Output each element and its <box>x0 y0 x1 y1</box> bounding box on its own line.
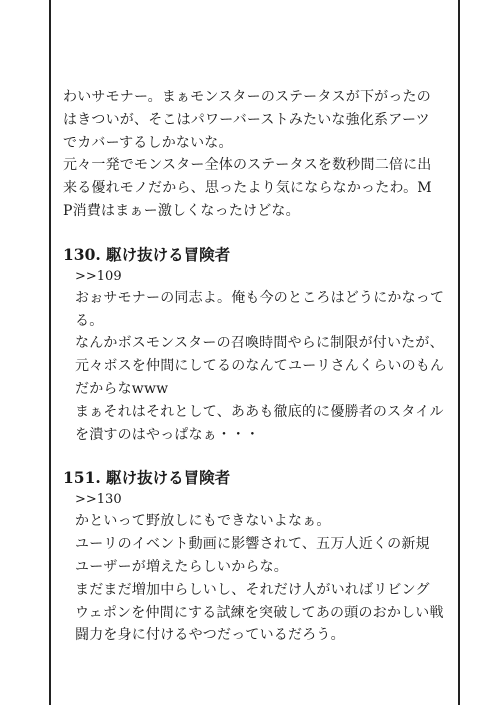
text-line: だからなwww <box>75 380 169 397</box>
text-line: 闘力を身に付けるやつだっているだろう。 <box>75 627 345 644</box>
text-line: まぁそれはそれとして、ああも徹底的に優勝者のスタイル <box>75 403 444 420</box>
text-line: 元々一発でモンスター全体のステータスを数秒間二倍に出 <box>63 157 432 174</box>
text-line: P消費はまぁー激しくなったけどな。 <box>63 202 300 219</box>
right-margin-rule <box>458 0 460 705</box>
text-line: る。 <box>75 312 104 329</box>
text-line: おぉサモナーの同志よ。俺も今のところはどうにかなって <box>75 289 445 306</box>
text-line: 元々ボスを仲間にしてるのなんてユーリさんくらいのもん <box>75 358 445 375</box>
left-margin-rule <box>49 0 51 705</box>
text-line: でカバーするしかないな。 <box>63 134 233 151</box>
post-header: 151. 駆け抜ける冒険者 <box>63 468 231 488</box>
text-line: なんかボスモンスターの召喚時間やらに制限が付いたが、 <box>75 335 444 352</box>
text-line: はきついが、そこはパワーバーストみたいな強化系アーツ <box>63 111 430 128</box>
text-line: わいサモナー。まぁモンスターのステータスが下がったの <box>63 89 431 105</box>
text-line: かといって野放しにもできないよなぁ。 <box>75 513 331 530</box>
post-header: 130. 駆け抜ける冒険者 <box>63 244 231 264</box>
reply-reference: >>130 <box>75 492 122 508</box>
text-line: ユーリのイベント動画に影響されて、五万人近くの新規 <box>75 536 430 553</box>
reply-reference: >>109 <box>75 268 122 284</box>
intro-paragraph <box>63 86 457 223</box>
text-line: ユーザーが増えたらしいからな。 <box>75 558 288 575</box>
forum-post-151 <box>63 466 457 647</box>
text-line: ウェポンを仲間にする試練を突破してあの頭のおかしい戦 <box>75 604 444 621</box>
text-line: を潰すのはやっぱなぁ・・・ <box>75 426 260 443</box>
text-line: まだまだ増加中らしいし、それだけ人がいればリビング <box>75 581 430 598</box>
page-body <box>63 86 457 647</box>
forum-post-130 <box>63 243 457 447</box>
text-line: 来る優れモノだから、思ったより気にならなかったわ。M <box>63 180 432 197</box>
